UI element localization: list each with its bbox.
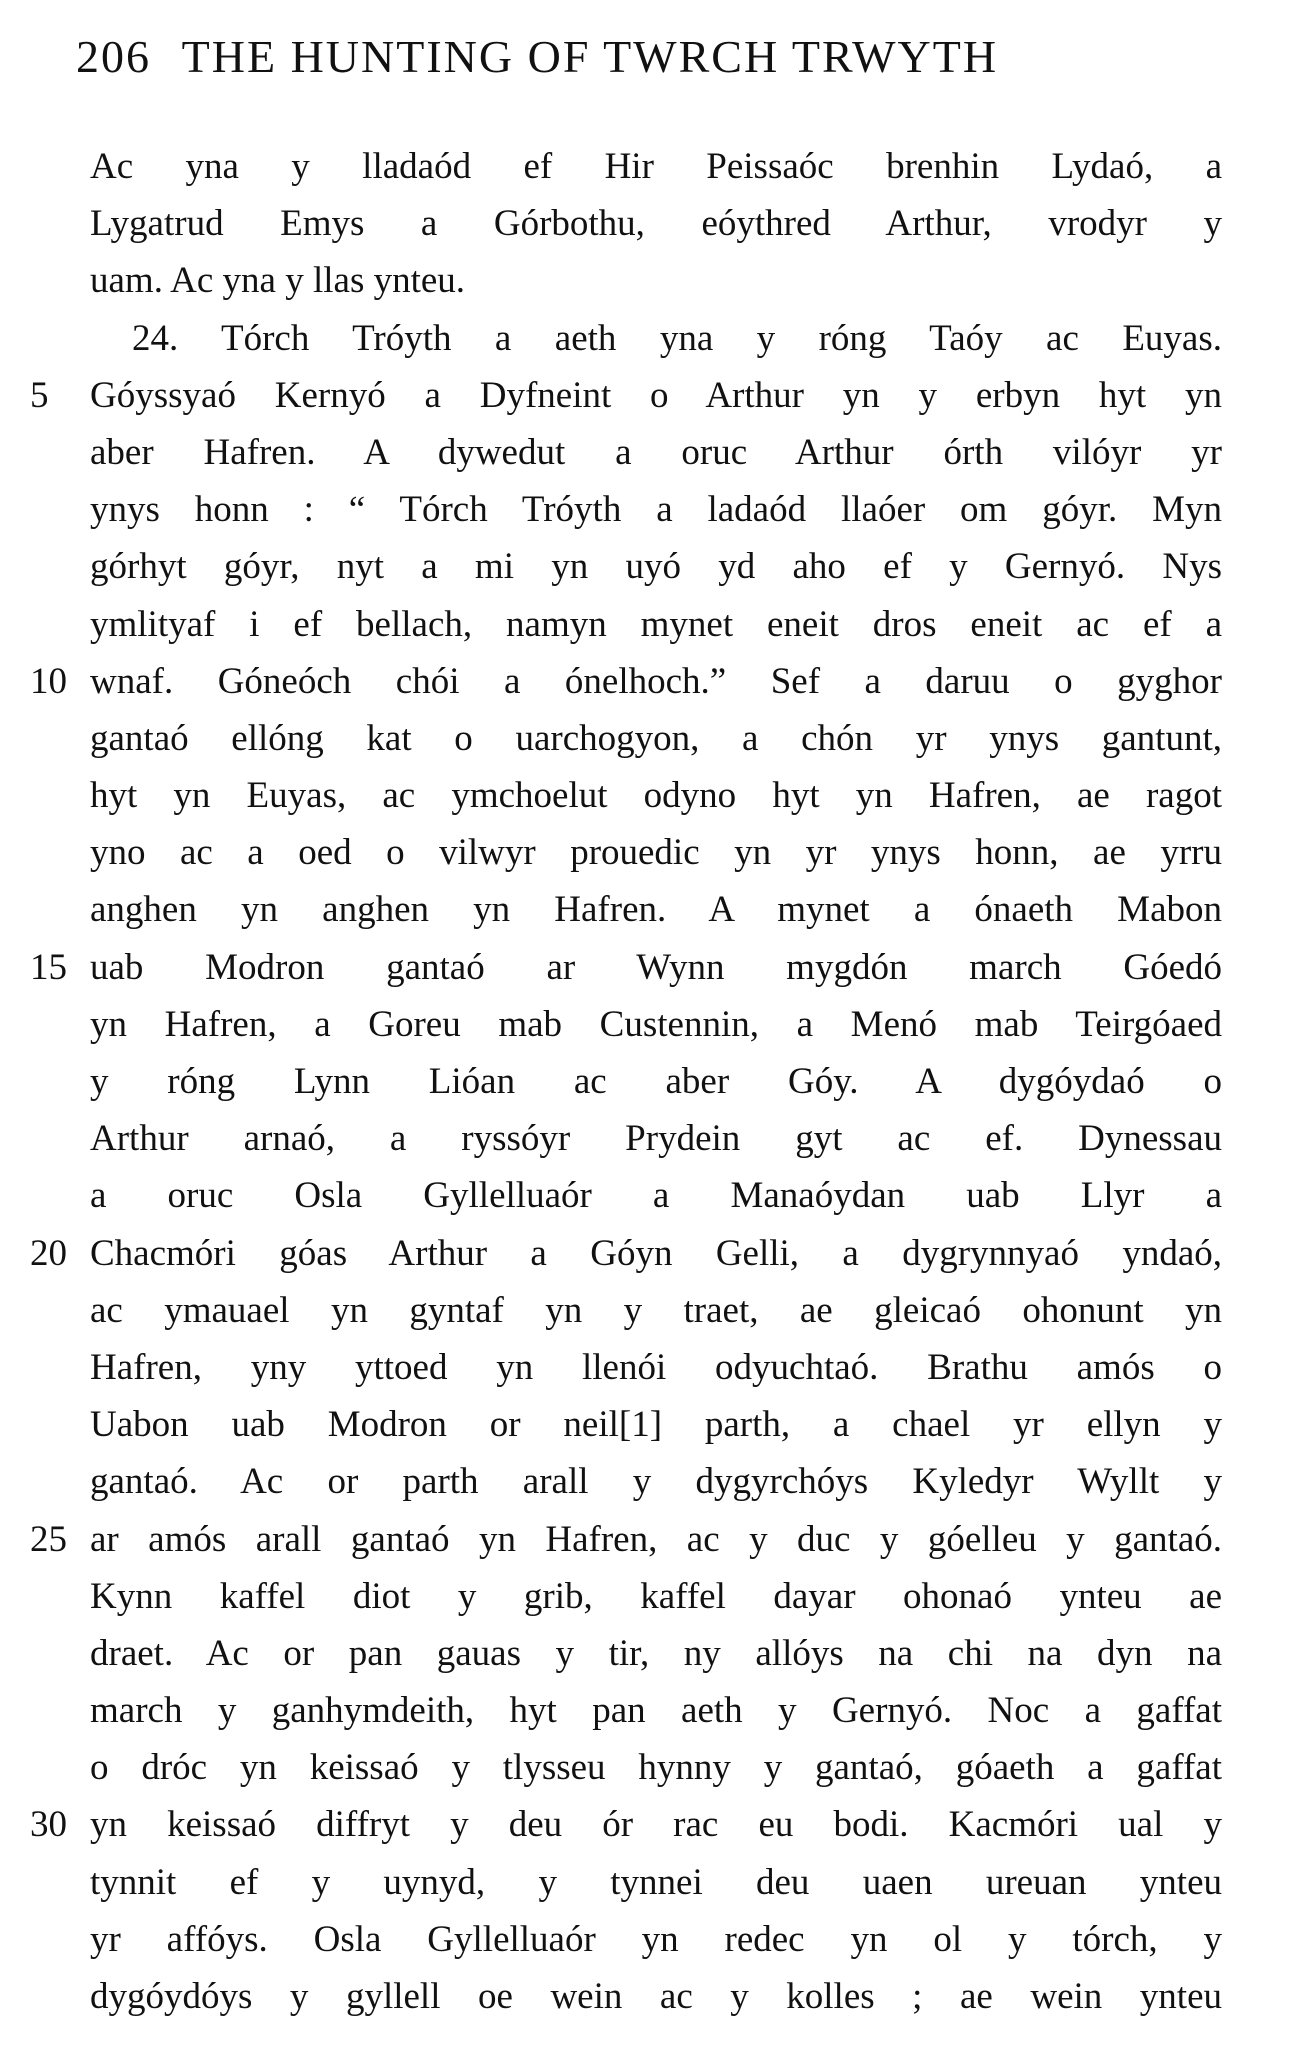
- text-line: [0, 252, 1299, 309]
- line-text: Góyssyaó Kernyó a Dyfneint o Arthur yn y erbyn hyt yn: [90, 374, 1222, 416]
- text-line: [0, 138, 1299, 195]
- text-line: [0, 538, 1299, 595]
- body-text: [0, 138, 1299, 2025]
- text-line: [0, 1511, 1299, 1568]
- page-number: 206: [76, 31, 151, 82]
- line-text: y róng Lynn Lióan ac aber Góy. A dygóydaó o: [90, 1061, 1222, 1102]
- line-text: yno ac a oed o vilwyr prouedic yn yr ynys honn, ae yrru: [90, 832, 1222, 874]
- line-number: 25: [30, 1518, 67, 1560]
- text-line: [0, 424, 1299, 481]
- line-text: dygóydóys y gyllell oe wein ac y kolles ; ae wein ynteu: [90, 1976, 1222, 2017]
- text-line: [0, 1110, 1299, 1167]
- running-header: [76, 30, 1256, 100]
- line-number: 30: [30, 1804, 67, 1846]
- text-line: [0, 1968, 1299, 2025]
- text-line: [0, 1568, 1299, 1625]
- line-text: Chacmóri góas Arthur a Góyn Gelli, a dygrynnyaó yndaó,: [90, 1232, 1222, 1274]
- text-line: [0, 1167, 1299, 1224]
- line-text: aber Hafren. A dywedut a oruc Arthur órth vilóyr yr: [90, 431, 1222, 473]
- text-line: [0, 996, 1299, 1053]
- line-text: gantaó. Ac or parth arall y dygyrchóys Kyledyr Wyllt y: [90, 1461, 1222, 1503]
- line-text: uam. Ac yna y llas ynteu.: [90, 260, 466, 302]
- text-line: [0, 481, 1299, 538]
- text-line: [0, 1854, 1299, 1911]
- line-text: ac ymauael yn gyntaf yn y traet, ae gleicaó ohonunt yn: [90, 1289, 1222, 1331]
- line-number: 10: [30, 660, 67, 702]
- text-line: [0, 1682, 1299, 1739]
- line-text: hyt yn Euyas, ac ymchoelut odyno hyt yn Hafren, ae ragot: [90, 775, 1222, 817]
- line-text: Uabon uab Modron or neil[1] parth, a chael yr ellyn y: [90, 1404, 1222, 1446]
- line-text: anghen yn anghen yn Hafren. A mynet a ónaeth Mabon: [90, 889, 1222, 931]
- line-text: ymlityaf i ef bellach, namyn mynet eneit dros eneit ac ef a: [90, 603, 1222, 645]
- line-text: yn keissaó diffryt y deu ór rac eu bodi. Kacmóri ual y: [90, 1804, 1222, 1846]
- line-text: Kynn kaffel diot y grib, kaffel dayar ohonaó ynteu ae: [90, 1575, 1222, 1617]
- line-text: draet. Ac or pan gauas y tir, ny allóys na chi na dyn na: [90, 1632, 1222, 1674]
- line-text: a oruc Osla Gyllelluaór a Manaóydan uab Llyr a: [90, 1175, 1222, 1217]
- text-line: [0, 1053, 1299, 1110]
- line-text: wnaf. Góneóch chói a ónelhoch.” Sef a daruu o gyghor: [90, 660, 1222, 702]
- line-text: tynnit ef y uynyd, y tynnei deu uaen ureuan ynteu: [90, 1861, 1222, 1903]
- text-line: [0, 1796, 1299, 1853]
- line-text: ar amós arall gantaó yn Hafren, ac y duc y góelleu y gantaó.: [90, 1518, 1222, 1560]
- text-line: [0, 1282, 1299, 1339]
- line-text: yn Hafren, a Goreu mab Custennin, a Menó mab Teirgóaed: [90, 1003, 1222, 1045]
- line-text: Hafren, yny yttoed yn llenói odyuchtaó. Brathu amós o: [90, 1346, 1222, 1388]
- text-line: [0, 1396, 1299, 1453]
- line-number: 5: [30, 374, 49, 416]
- line-text: gantaó ellóng kat o uarchogyon, a chón yr ynys gantunt,: [90, 717, 1222, 759]
- line-number: 15: [30, 946, 67, 988]
- text-line: [0, 1339, 1299, 1396]
- text-line: [0, 596, 1299, 653]
- line-number: 20: [30, 1232, 67, 1274]
- line-text: o dróc yn keissaó y tlysseu hynny y gantaó, góaeth a gaffat: [90, 1747, 1222, 1789]
- line-text: uab Modron gantaó ar Wynn mygdón march Góedó: [90, 946, 1222, 988]
- text-line: [0, 710, 1299, 767]
- text-line: [0, 195, 1299, 252]
- line-text: Ac yna y lladaód ef Hir Peissaóc brenhin Lydaó, a: [90, 146, 1222, 187]
- line-text: górhyt góyr, nyt a mi yn uyó yd aho ef y Gernyó. Nys: [90, 546, 1222, 588]
- text-line: [0, 767, 1299, 824]
- line-text: march y ganhymdeith, hyt pan aeth y Gernyó. Noc a gaffat: [90, 1690, 1222, 1732]
- line-text: 24. Tórch Tróyth a aeth yna y róng Taóy ac Euyas.: [132, 317, 1222, 359]
- text-line: [0, 653, 1299, 710]
- text-line: [0, 881, 1299, 938]
- text-line: [0, 310, 1299, 367]
- text-line: [0, 367, 1299, 424]
- text-line: [0, 1625, 1299, 1682]
- text-line: [0, 1911, 1299, 1968]
- text-line: [0, 1225, 1299, 1282]
- running-title: THE HUNTING OF TWRCH TRWYTH: [181, 31, 999, 82]
- text-line: [0, 939, 1299, 996]
- text-line: [0, 824, 1299, 881]
- text-line: [0, 1453, 1299, 1510]
- line-text: ynys honn : “ Tórch Tróyth a ladaód llaóer om góyr. Myn: [90, 489, 1222, 531]
- text-line: [0, 1739, 1299, 1796]
- line-text: Arthur arnaó, a ryssóyr Prydein gyt ac ef. Dynessau: [90, 1118, 1222, 1160]
- line-text: Lygatrud Emys a Górbothu, eóythred Arthur, vrodyr y: [90, 203, 1222, 245]
- line-text: yr affóys. Osla Gyllelluaór yn redec yn ol y tórch, y: [90, 1918, 1222, 1960]
